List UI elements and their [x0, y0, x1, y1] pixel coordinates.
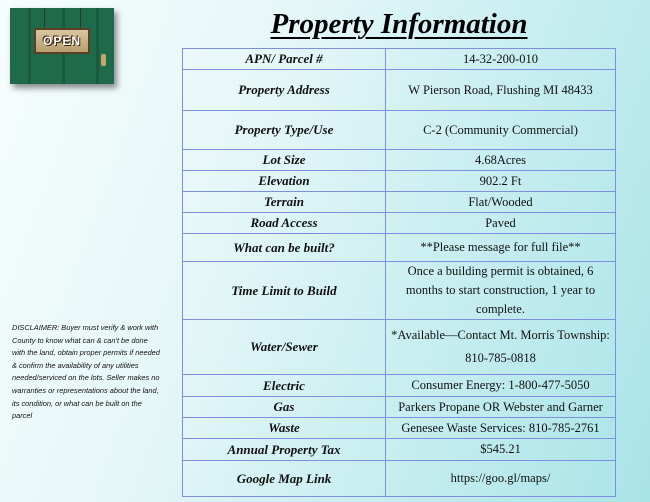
- table-row: [183, 262, 616, 320]
- row-label: Annual Property Tax: [183, 439, 386, 461]
- row-value: $545.21: [386, 439, 616, 461]
- row-value: C-2 (Community Commercial): [386, 111, 616, 150]
- table-row: [183, 375, 616, 397]
- row-label: Time Limit to Build: [183, 262, 386, 320]
- open-sign-text: OPEN: [42, 34, 81, 48]
- row-label: Lot Size: [183, 150, 386, 171]
- row-value: *Available—Contact Mt. Morris Township: 810-785-0818: [386, 320, 616, 375]
- row-value: W Pierson Road, Flushing MI 48433: [386, 70, 616, 111]
- table-row: [183, 234, 616, 262]
- row-value: Consumer Energy: 1-800-477-5050: [386, 375, 616, 397]
- disclaimer-text: DISCLAIMER: Buyer must verify & work with County to know what can & can't be done with the land, obtain proper permits if needed & confirm the availability of any utilities needed/serviced on the lots. Seller makes no warranties or representations about the land, its condition, or what can be built on the parcel: [12, 323, 160, 421]
- row-label: Gas: [183, 397, 386, 418]
- open-sign-photo: [10, 8, 114, 84]
- row-value: Flat/Wooded: [386, 192, 616, 213]
- door-handle: [101, 54, 106, 66]
- property-info-table: [182, 48, 616, 497]
- table-row: [183, 70, 616, 111]
- sign-wire: [80, 8, 81, 30]
- row-value: 902.2 Ft: [386, 171, 616, 192]
- open-sign: [34, 28, 90, 54]
- row-label: What can be built?: [183, 234, 386, 262]
- table-row: [183, 171, 616, 192]
- row-value: https://goo.gl/maps/: [386, 461, 616, 497]
- table-row: [183, 213, 616, 234]
- table-row: [183, 49, 616, 70]
- row-label: Electric: [183, 375, 386, 397]
- page-title: Property Information: [270, 8, 528, 40]
- row-label: Elevation: [183, 171, 386, 192]
- table-row: [183, 192, 616, 213]
- row-label: Terrain: [183, 192, 386, 213]
- door-panel-line: [28, 8, 31, 84]
- table-row: [183, 320, 616, 375]
- table-row: [183, 150, 616, 171]
- row-value: Paved: [386, 213, 616, 234]
- row-value: 14-32-200-010: [386, 49, 616, 70]
- row-label: APN/ Parcel #: [183, 49, 386, 70]
- row-label: Google Map Link: [183, 461, 386, 497]
- table-row: [183, 418, 616, 439]
- row-label: Property Address: [183, 70, 386, 111]
- row-value: 4.68Acres: [386, 150, 616, 171]
- row-label: Road Access: [183, 213, 386, 234]
- sign-wire: [44, 8, 45, 30]
- row-label: Water/Sewer: [183, 320, 386, 375]
- table-row: [183, 439, 616, 461]
- row-label: Property Type/Use: [183, 111, 386, 150]
- row-value: Once a building permit is obtained, 6 months to start construction, 1 year to complete.: [386, 262, 616, 320]
- table-row: [183, 397, 616, 418]
- row-value: Genesee Waste Services: 810-785-2761: [386, 418, 616, 439]
- row-value: Parkers Propane OR Webster and Garner: [386, 397, 616, 418]
- table-row: [183, 461, 616, 497]
- row-label: Waste: [183, 418, 386, 439]
- table-row: [183, 111, 616, 150]
- row-value: **Please message for full file**: [386, 234, 616, 262]
- door-panel-line: [96, 8, 99, 84]
